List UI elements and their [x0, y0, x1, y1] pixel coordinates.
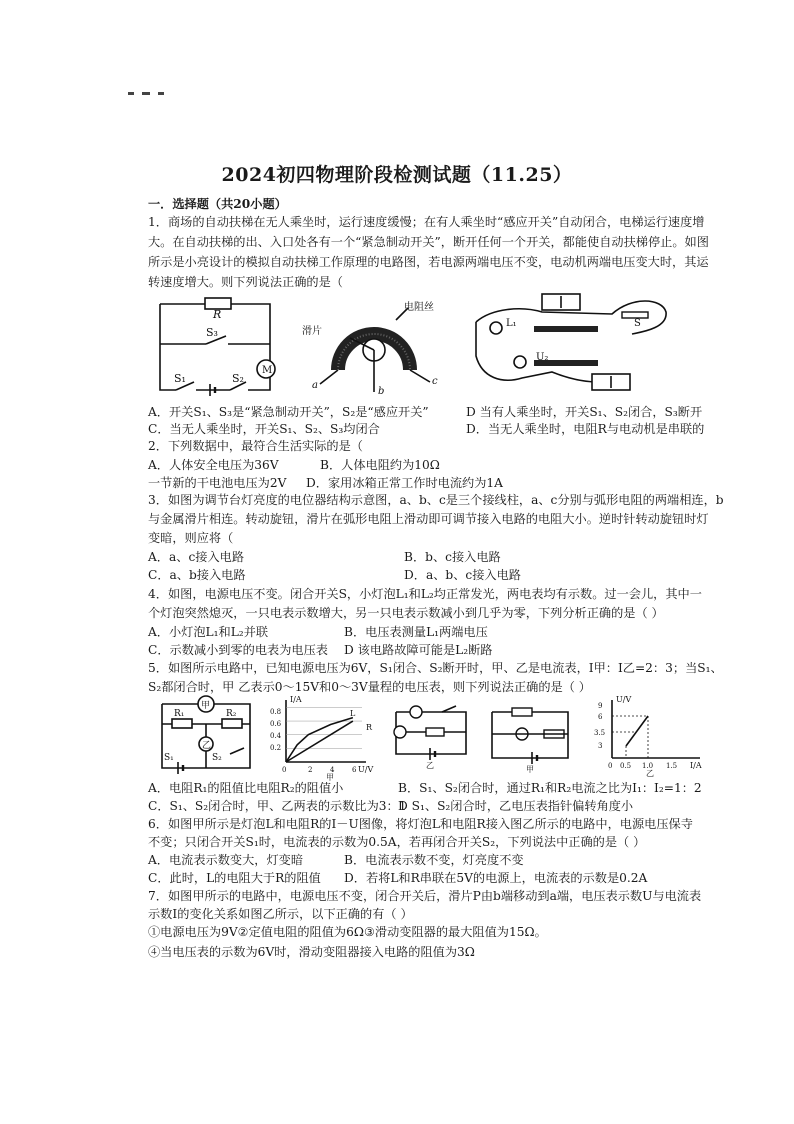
- q1-line-3: 所示是小亮设计的模拟自动扶梯工作原理的电路图，若电源两端电压不变，电动机两端电压变大时，其运: [148, 255, 709, 269]
- graph-a-ytick-2: 0.4: [270, 732, 282, 740]
- q5-option-b: B．S₁、S₂闭合时，通过R₁和R₂电流之比为I₁：I₂=1：2: [398, 781, 702, 795]
- q4-line-1: 4．如图，电源电压不变。闭合开关S，小灯泡L₁和L₂均正常发光，两电表均有示数。过一会儿，其中一: [148, 587, 702, 601]
- q6-option-c: C．此时，L的电阻大于R的阻值: [148, 871, 321, 885]
- q4-option-b: B．电压表测量L₁两端电压: [344, 625, 488, 639]
- q6-option-b: B．电流表示数不变，灯亮度不变: [344, 853, 524, 867]
- graph-c-caption: 甲: [526, 765, 534, 774]
- q6-option-d: D．若将L和R串联在5V的电源上，电流表的示数是0.2A: [344, 871, 648, 885]
- fig-label-slider: 滑片: [302, 326, 322, 337]
- q5-option-c: C．S₁、S₂闭合时，甲、乙两表的示数比为3：1: [148, 799, 407, 813]
- q5-circuit-diagram: [150, 694, 262, 774]
- graph-d-xtick-2: 1.0: [642, 762, 654, 770]
- scan-mark: [128, 92, 166, 96]
- fig-label-l2: U₂: [536, 352, 549, 363]
- q7-line-1: 7．如图甲所示的电路中，电源电压不变，闭合开关后，滑片P由b端移动到a端，电压表示数U与电流表: [148, 889, 702, 903]
- graph-b-caption: 乙: [426, 761, 434, 770]
- graph-d-xtick-3: 1.5: [666, 762, 678, 770]
- graph-a-ytick-1: 0.6: [270, 720, 282, 728]
- q1-line-4: 转速度增大。则下列说法正确的是（: [148, 275, 343, 289]
- page-title: 2024初四物理阶段检测试题（11.25）: [221, 164, 573, 186]
- section-heading: 一．选择题（共20小题）: [148, 197, 287, 211]
- q4-lamp-circuit-diagram: [462, 288, 672, 400]
- q3-option-a: A．a、c接入电路: [148, 550, 245, 564]
- q2-stem: 2．下列数据中，最符合生活实际的是（: [148, 439, 363, 453]
- q6-circuit-yi: [386, 700, 474, 770]
- graph-a-xlabel: U/V: [358, 765, 374, 774]
- fig-label-l1: L₁: [506, 318, 517, 329]
- q6-option-a: A．电流表示数变大，灯变暗: [148, 853, 304, 867]
- graph-d-ylabel: U/V: [616, 695, 632, 704]
- q2-option-c: 一节新的干电池电压为2V: [148, 476, 287, 490]
- fig-label-a: a: [312, 380, 318, 391]
- q3-option-c: C．a、b接入电路: [148, 568, 246, 582]
- q1-line-1: 1．商场的自动扶梯在无人乘坐时，运行速度缓慢；在有人乘坐时“感应开关”自动闭合，电梯运行速度增: [148, 215, 705, 229]
- q5-line-1: 5．如图所示电路中，已知电源电压为6V，S₁闭合、S₂断开时，甲、乙是电流表，I甲：I乙=2：3；当S₁、: [148, 661, 723, 675]
- q5-option-d: D S₁、S₂闭合时，乙电压表指针偏转角度小: [398, 799, 634, 813]
- graph-a-caption: 甲: [326, 773, 334, 782]
- q1-circuit-diagram: [150, 292, 290, 396]
- q5-line-2: S₂都闭合时，甲 乙表示0～15V和0～3V量程的电压表，则下列说法正确的是（ ）: [148, 680, 591, 694]
- graph-d-caption: 乙: [646, 769, 654, 778]
- q6-line-1: 6．如图甲所示是灯泡L和电阻R的I－U图像，将灯泡L和电阻R接入图乙所示的电路中，电源电压保寺: [148, 817, 693, 831]
- graph-d-xtick-0: 0: [608, 762, 613, 770]
- q5-fig-s2: S₂: [212, 753, 222, 763]
- graph-a-xtick-3: 6: [352, 766, 357, 774]
- fig-label-s3: S₃: [206, 326, 218, 339]
- q3-potentiometer-diagram: [300, 302, 450, 398]
- graph-d-xlabel: I/A: [690, 761, 702, 770]
- graph-d-ytick-1: 6: [598, 713, 603, 721]
- graph-a-res-label: R: [366, 723, 373, 732]
- q3-line-3: 变暗，则应将（: [148, 531, 234, 545]
- q7-line-2: 示数I的变化关系如图乙所示，以下正确的有（ ）: [148, 907, 413, 921]
- graph-a-xtick-1: 2: [308, 766, 313, 774]
- q1-option-b: D 当有人乘坐时，开关S₁、S₂闭合，S₃断开: [466, 405, 703, 419]
- graph-d-ytick-2: 3.5: [594, 729, 606, 737]
- q3-line-2: 与金属滑片相连。转动旋钮，滑片在弧形电阻上滑动即可调节接入电路的电阻大小。逆时针转动旋钮时灯: [148, 512, 709, 526]
- q7-line-3: ①电源电压为9V②定值电阻的阻值为6Ω③滑动变阻器的最大阻值为15Ω。: [148, 925, 547, 939]
- fig-label-b: b: [378, 386, 385, 397]
- q2-option-a: A．人体安全电压为36V: [148, 458, 279, 472]
- graph-d-xtick-1: 0.5: [620, 762, 632, 770]
- q7-ui-graph: [590, 694, 710, 778]
- graph-a-lamp-label: L: [350, 709, 356, 718]
- graph-a-ylabel: I/A: [290, 695, 302, 704]
- q5-fig-yi: 乙: [202, 741, 212, 751]
- graph-a-ytick-3: 0.2: [270, 744, 282, 752]
- q5-option-a: A．电阻R₁的阻值比电阻R₂的阻值小: [148, 781, 344, 795]
- q3-option-d: D．a、b、c接入电路: [404, 568, 521, 582]
- q3-line-1: 3．如图为调节台灯亮度的电位器结构示意图，a、b、c是三个接线柱，a、c分别与弧形电阻的两端相连，b: [148, 493, 724, 507]
- q5-fig-jia: 甲: [201, 701, 211, 711]
- q7-circuit-jia: [482, 700, 578, 772]
- fig-label-c: c: [432, 376, 438, 387]
- q6-curve-resistor: [286, 721, 353, 762]
- graph-d-ytick-0: 9: [598, 702, 603, 710]
- q5-fig-r2: R₂: [226, 709, 237, 719]
- fig-label-wire: 电阻丝: [404, 302, 434, 313]
- q3-option-b: B．b、c接入电路: [404, 550, 501, 564]
- q7-line-4: ④当电压表的示数为6V时，滑动变阻器接入电路的阻值为3Ω: [148, 945, 475, 959]
- fig-label-m: M: [262, 365, 273, 376]
- q1-option-d: D．当无人乘坐时，电阻R与电动机是串联的: [466, 422, 705, 436]
- q4-option-d: D 该电路故障可能是L₂断路: [344, 643, 493, 657]
- fig-label-r: R: [213, 308, 222, 321]
- fig-label-s2: S₂: [232, 372, 244, 385]
- graph-a-xtick-0: 0: [282, 766, 287, 774]
- q6-iu-graph: [270, 694, 374, 782]
- fig-label-s1: S₁: [174, 372, 186, 385]
- q4-line-2: 个灯泡突然熄灭，一只电表示数增大，另一只电表示数减小到几乎为零，下列分析正确的是（ ）: [148, 606, 664, 620]
- graph-a-ytick-0: 0.8: [270, 708, 282, 716]
- fig-label-s: S: [634, 318, 641, 329]
- q4-option-c: C．示数减小到零的电表为电压表: [148, 643, 328, 657]
- q1-line-2: 大。在自动扶梯的出、入口处各有一个“紧急制动开关”，断开任何一个开关，都能使自动扶梯停止。如图: [148, 235, 709, 249]
- q4-option-a: A．小灯泡L₁和L₂并联: [148, 625, 269, 639]
- graph-a-xtick-2: 4: [330, 766, 335, 774]
- q2-option-b: B．人体电阻约为10Ω: [320, 458, 440, 472]
- q5-fig-s1: S₁: [164, 753, 174, 763]
- q2-option-d: D．家用冰箱正常工作时电流约为1A: [306, 476, 503, 490]
- q5-fig-r1: R₁: [174, 709, 185, 719]
- q1-option-a: A．开关S₁、S₃是“紧急制动开关”，S₂是“感应开关”: [148, 405, 429, 419]
- q1-option-c: C．当无人乘坐时，开关S₁、S₂、S₃均闭合: [148, 422, 380, 436]
- graph-d-ytick-3: 3: [598, 742, 603, 750]
- q6-line-2: 不变；只闭合开关S₁时，电流表的示数为0.5A，若再闭合开关S₂，下列说法中正确的是（ ）: [148, 835, 646, 849]
